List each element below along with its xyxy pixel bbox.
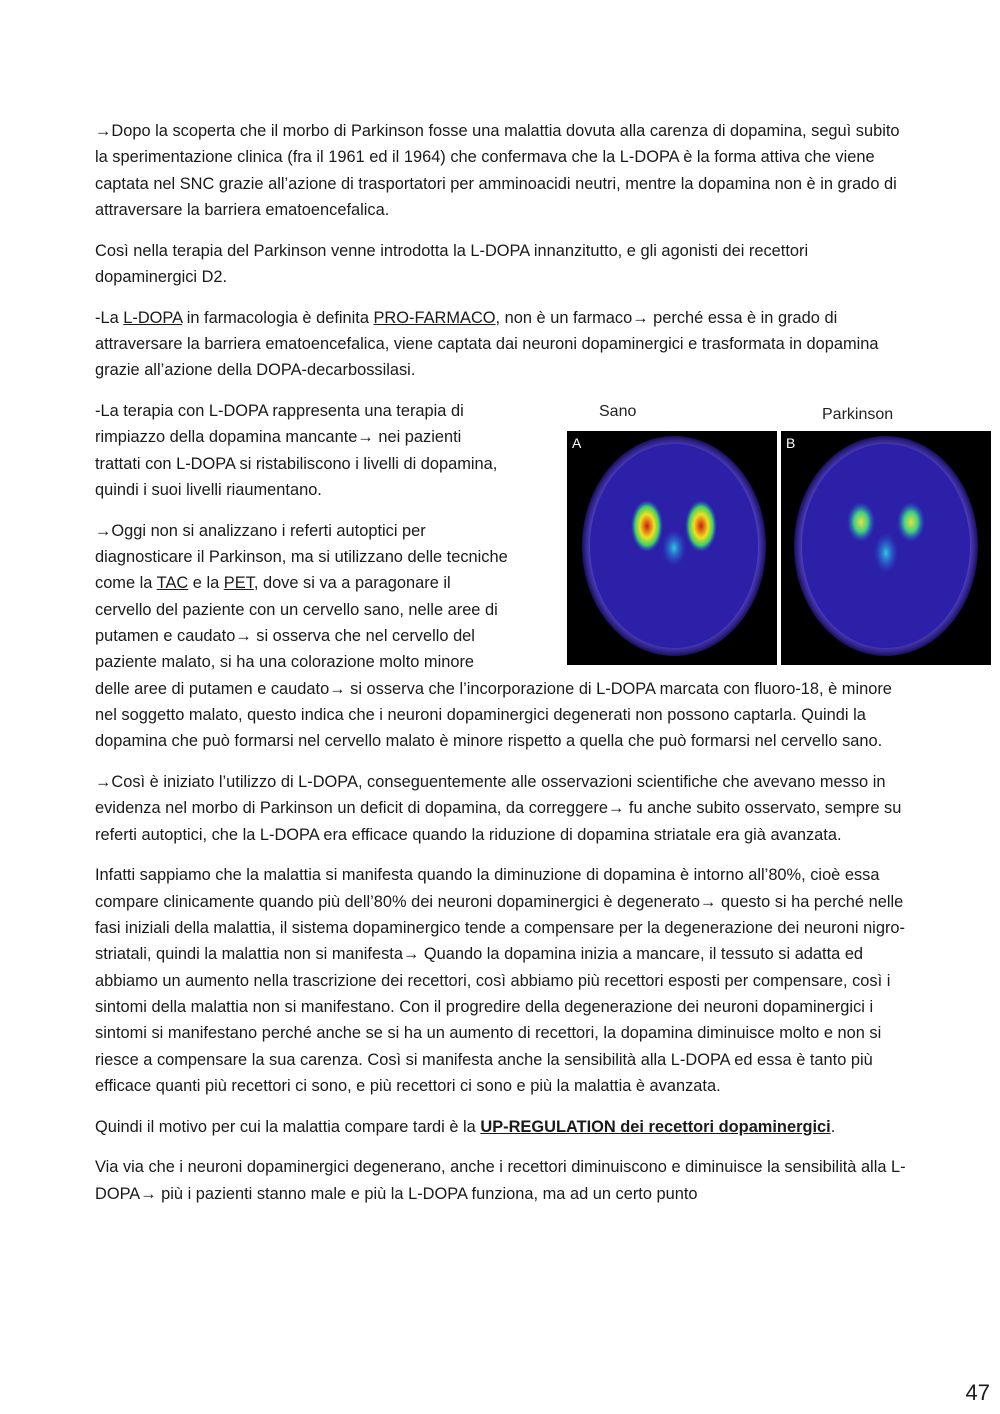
term-pet: PET xyxy=(223,574,254,593)
paragraph-1: →Dopo la scoperta che il morbo di Parkinson fosse una malattia dovuta alla carenza di dopamina, seguì subito la sperimentazione clinica (fra il 1961 ed il 1964) che confermava che la L-DOPA è la forma attiva che viene captata nel SNC grazie all’azione di trasportatori per amminoacidi neutri, mentre la dopamina non è in grado di attraversare la barriera ematoencefalica. xyxy=(95,122,900,219)
arrow-glyph: → xyxy=(607,799,625,818)
paragraph-9: Via via che i neuroni dopaminergici degenerano, anche i recettori diminuiscono e diminuisce la sensibilità alla L-DOPA→ più i pazienti stanno male e più la L-DOPA funziona, ma ad un certo punto xyxy=(95,1158,906,1203)
paragraph-8: Quindi il motivo per cui la malattia compare tardi è la UP-REGULATION dei recettori dopaminergici. xyxy=(95,1117,836,1136)
document-body xyxy=(95,118,910,1221)
panel-b-label: B xyxy=(786,435,796,451)
term-tac: TAC xyxy=(156,574,189,593)
arrow-glyph: → xyxy=(632,308,649,327)
paragraph-3: -La L-DOPA in farmacologia è definita PRO-FARMACO, non è un farmaco→ perché essa è in grado di attraversare la barriera ematoencefalica, viene captata dai neuroni dopaminergici e trasformata in dopamina grazie all’azione della DOPA-decarbossilasi. xyxy=(95,308,879,380)
paragraph-4: -La terapia con L-DOPA rappresenta una terapia di rimpiazzo della dopamina mancante→ nei pazienti trattati con L-DOPA si ristabiliscono i livelli di dopamina, quindi i suoi livelli riaumentano. xyxy=(95,402,498,500)
panel-a-label: A xyxy=(572,435,582,451)
term-up-regulation: UP-REGULATION dei recettori dopaminergici xyxy=(480,1117,831,1136)
paragraph-7: Infatti sappiamo che la malattia si manifesta quando la diminuzione di dopamina è intorno all’80%, cioè essa compare clinicamente quando più dell’80% dei neuroni dopaminergici è degenerato→ questo si ha perché nelle fasi iniziali della malattia, il sistema dopaminergico tende a compensare per la degenerazione dei neuroni nigro-striatali, quindi la malattia non si manifesta→ Quando la dopamina inizia a mancare, il tessuto si adatta ed abbiamo un aumento nella trascrizione dei recettori, così abbiamo più recettori esposti per compensare, così i sintomi della malattia non si manifestano. Con il progredire della degenerazione dei neuroni dopaminergici i sintomi si manifestano perché anche se si ha un aumento di recettori, la dopamina diminuisce molto e non si riesce a compensare la sua carenza. Così si manifesta anche la sensibilità alla L-DOPA ed essa è tanto più efficace quanti più recettori ci sono, e più recettori ci sono e più la malattia è avanzata. xyxy=(95,866,905,1095)
arrow-glyph: → xyxy=(700,892,717,911)
figure-label-parkinson: Parkinson xyxy=(822,406,894,423)
arrow-glyph: → xyxy=(95,773,112,792)
arrow-glyph: → xyxy=(329,679,346,698)
paragraph-5: →Oggi non si analizzano i referti autoptici per diagnosticare il Parkinson, ma si utilizzano delle tecniche come la TAC e la PET, dove si va a paragonare il cervello del paziente con un cervello sano, nelle aree di putamen e caudato→ si osserva che nel cervello del paziente malato, si ha una colorazione molto minore delle aree di putamen e caudato→ si osserva che l’incorporazione di L-DOPA marcata con fluoro-18, è minore nel soggetto malato, questo indica che i neuroni dopaminergici degenerati non possono captarla. Quindi la dopamina che può formarsi nel cervello malato è minore rispetto a quella che può formarsi nel cervello sano. xyxy=(95,521,892,751)
pet-scan-figure xyxy=(567,398,991,665)
term-pro-farmaco: PRO-FARMACO xyxy=(373,308,496,327)
term-l-dopa: L-DOPA xyxy=(123,308,183,327)
arrow-glyph: → xyxy=(357,428,374,447)
paragraph-2: Così nella terapia del Parkinson venne introdotta la L-DOPA innanzitutto, e gli agonisti dei recettori dopaminergici D2. xyxy=(95,241,809,286)
arrow-glyph: → xyxy=(402,945,420,964)
arrow-glyph: → xyxy=(95,122,112,140)
pet-panel-parkinson xyxy=(781,431,991,665)
arrow-glyph: → xyxy=(235,627,252,646)
page-number: 47 xyxy=(965,1380,990,1405)
paragraph-6: →Così è iniziato l’utilizzo di L-DOPA, conseguentemente alle osservazioni scientifiche che avevano messo in evidenza nel morbo di Parkinson un deficit di dopamina, da correggere→ fu anche subito osservato, sempre su referti autoptici, che la L-DOPA era efficace quando la riduzione di dopamina striatale era già avanzata. xyxy=(95,773,902,844)
figure-label-sano: Sano xyxy=(599,403,637,420)
arrow-glyph: → xyxy=(140,1184,157,1203)
pet-panel-healthy xyxy=(567,431,777,665)
arrow-glyph: → xyxy=(95,521,112,540)
